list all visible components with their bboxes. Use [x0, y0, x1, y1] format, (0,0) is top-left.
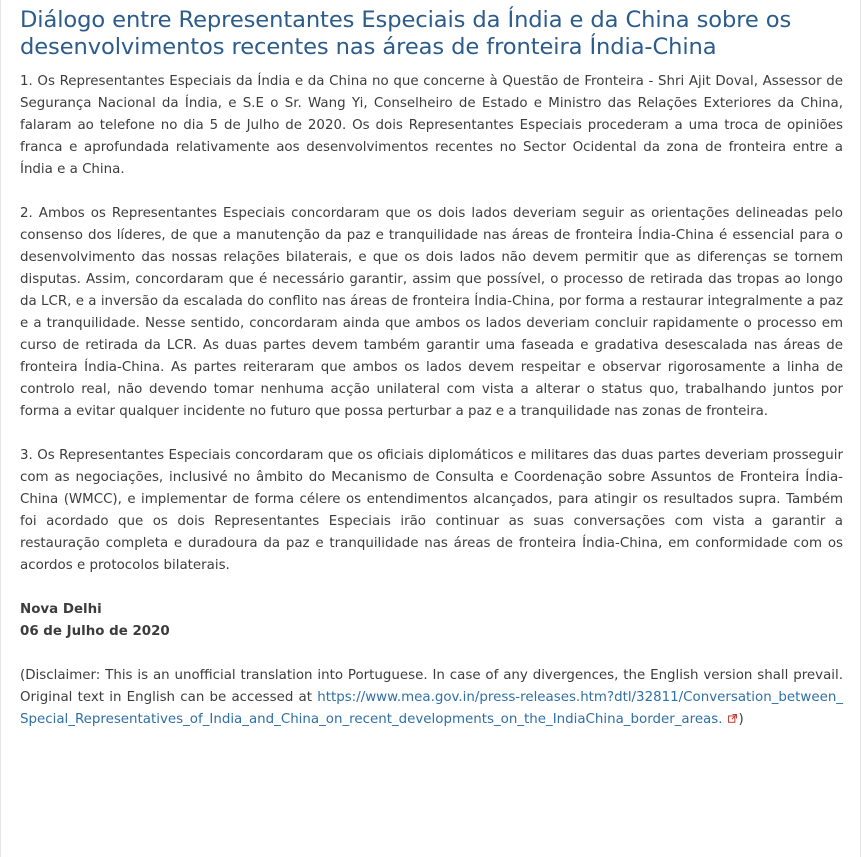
paragraph-1: 1. Os Representantes Especiais da Índia e da China no que concerne à Questão de Fronteira - Shri Ajit Doval, Assessor de Segurança Nacional da Índia, e S.E o Sr. Wang Yi, Conselheiro de Estado e Ministro das Relações Exteriores da China, falaram ao telefone no dia 5 de Julho de 2020. Os dois Representantes Especiais procederam a uma troca de opiniões franca e aprofundada relativamente aos desenvolvimentos recentes no Sector Ocidental da zona de fronteira entre a Índia e a China. [20, 74, 843, 177]
paragraph-2: 2. Ambos os Representantes Especiais concordaram que os dois lados deveriam seguir as orientações delineadas pelo consenso dos líderes, de que a manutenção da paz e tranquilidade nas áreas de fronteira Índia-China é essencial para o desenvolvimento das nossas relações bilaterais, e que os dois lados não devem permitir que as diferenças se tornem disputas. Assim, concordaram que é necessário garantir, assim que possível, o processo de retirada das tropas ao longo da LCR, e a inversão da escalada do conflito nas áreas de fronteira Índia-China, por forma a restaurar integralmente a paz e a tranquilidade. Nesse sentido, concordaram ainda que ambos os lados deveriam concluir rapidamente o processo em curso de retirada da LCR. As duas partes devem também garantir uma faseada e gradativa desescalada nas áreas de fronteira Índia-China. As partes reiteraram que ambos os lados devem respeitar e observar rigorosamente a linha de controlo real, não devendo tomar nenhuma acção unilateral com vista a alterar o status quo, trabalhando juntos por forma a evitar qualquer incidente no futuro que possa perturbar a paz e a tranquilidade nas zonas de fronteira. [20, 206, 843, 419]
signature-place: Nova Delhi [20, 602, 102, 617]
original-text-link[interactable]: https://www.mea.gov.in/press-releases.htm?dtl/32811/Conversation_between_ Special_Representatives_of_India_and_China_on_recent_developments_on_the_IndiaChina_border_areas. [20, 690, 843, 727]
external-link-icon[interactable] [728, 714, 737, 723]
paragraph-3: 3. Os Representantes Especiais concordaram que os oficiais diplomáticos e militares das duas partes deveriam prosseguir com as negociações, inclusivé no âmbito do Mecanismo de Consulta e Coordenação sobre Assuntos de Fronteira Índia-China (WMCC), e implementar de forma célere os entendimentos alcançados, para atingir os resultados supra. Também foi acordado que os dois Representantes Especiais irão continuar as suas conversações com vista a garantir a restauração completa e duradoura da paz e tranquilidade nas áreas de fronteira Índia-China, em conformidade com os acordos e protocolos bilaterais. [20, 448, 843, 573]
page-title: Diálogo entre Representantes Especiais da Índia e da China sobre os desenvolvimentos recentes nas áreas de fronteira Índia-China [20, 7, 792, 60]
disclaimer-text: (Disclaimer: This is an unofficial translation into Portuguese. In case of any divergences, the English version shall prevail. Original text in English can be accessed at [20, 668, 843, 705]
disclaimer [20, 665, 843, 731]
signature-block [20, 599, 843, 643]
signature-date: 06 de Julho de 2020 [20, 624, 170, 639]
disclaimer-closing: ) [738, 712, 744, 727]
